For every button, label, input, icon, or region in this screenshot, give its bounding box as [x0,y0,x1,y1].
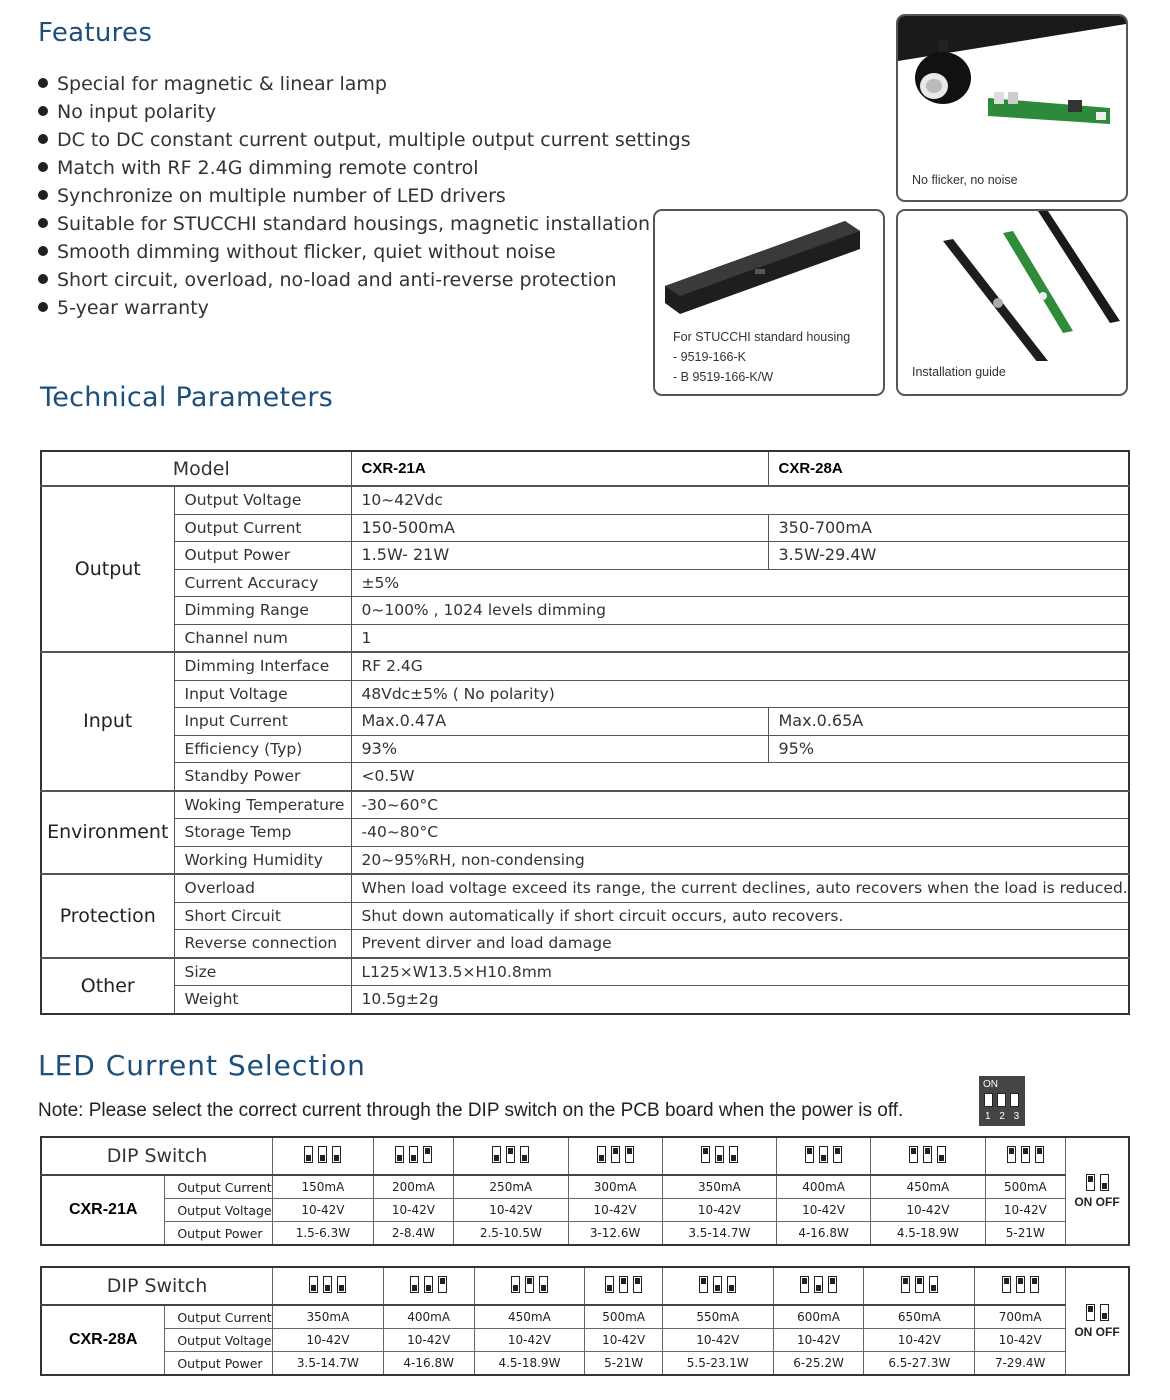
dip-switch-icon [1007,1146,1044,1163]
dip-value-cell: 10-42V [777,1199,871,1222]
dip-toggle-icon [805,1146,814,1163]
param-value-b: 350-700mA [768,514,1129,542]
photo-caption: Installation guide [912,365,1006,379]
dip-value-cell: 10-42V [975,1329,1066,1352]
dip-value-cell: 200mA [373,1175,453,1199]
param-value-b: 3.5W-29.4W [768,542,1129,570]
feature-item: Suitable for STUCCHI standard housings, magnetic installation [38,210,691,238]
dip-toggle-icon [1030,1276,1039,1293]
dip-switch-label: DIP Switch [41,1137,273,1175]
dip-switch-icon [605,1276,642,1293]
dip-value-cell: 400mA [777,1175,871,1199]
dip-toggle-icon [901,1276,910,1293]
dip-toggle-icon [701,1146,710,1163]
dip-toggle-icon [915,1276,924,1293]
dip-toggle-icon [633,1276,642,1293]
legend-on-label: ON [983,1079,998,1090]
dip-switch-icon [597,1146,634,1163]
dip-value-cell: 10-42V [273,1329,384,1352]
param-label: Woking Temperature [174,791,351,819]
feature-item: DC to DC constant current output, multiple output current settings [38,126,691,154]
dip-toggle-icon [337,1276,346,1293]
param-value-a: 93% [351,735,768,763]
param-value: -40~80°C [351,819,1129,847]
param-label: Efficiency (Typ) [174,735,351,763]
param-value: 20~95%RH, non-condensing [351,846,1129,874]
bullet-icon [38,302,48,312]
dip-switch-icon [395,1146,432,1163]
dip-data-row [41,1305,1129,1329]
param-label: Output Power [174,542,351,570]
dip-toggle-icon [800,1276,809,1293]
photo-caption: - B 9519-166-K/W [673,370,774,384]
dip-toggle-icon [923,1146,932,1163]
dip-setting-cell [474,1267,585,1305]
dip-row-label: Output Power [165,1352,273,1376]
dip-value-cell: 10-42V [585,1329,663,1352]
dip-switch-icon [1002,1276,1039,1293]
bullet-icon [38,190,48,200]
table-row [41,791,1129,819]
dip-switch-label: DIP Switch [41,1267,273,1305]
dip-value-cell: 450mA [474,1305,585,1329]
dip-toggle-icon [729,1146,738,1163]
param-value: 10.5g±2g [351,986,1129,1014]
param-label: Dimming Range [174,597,351,625]
dip-setting-cell [585,1267,663,1305]
dip-toggle-icon [597,1146,606,1163]
dip-toggle-icon [909,1146,918,1163]
param-label: Storage Temp [174,819,351,847]
dip-value-cell: 4-16.8W [383,1352,474,1376]
dip-setting-cell [273,1137,374,1175]
table-row [41,819,1129,847]
param-value: 10~42Vdc [351,486,1129,514]
param-label: Size [174,958,351,986]
dip-value-cell: 3.5-14.7W [273,1352,384,1376]
dip-value-cell: 5.5-23.1W [662,1352,773,1376]
dip-value-cell: 4.5-18.9W [474,1352,585,1376]
dip-value-cell: 2.5-10.5W [454,1222,569,1246]
dip-setting-cell [568,1137,662,1175]
dip-value-cell: 250mA [454,1175,569,1199]
dip-value-cell: 4-16.8W [777,1222,871,1246]
dip-switch-icon [701,1146,738,1163]
on-off-legend [1066,1137,1130,1245]
bullet-icon [38,218,48,228]
dip-model-label: CXR-28A [41,1305,165,1375]
feature-item: Short circuit, overload, no-load and anti-reverse protection [38,266,691,294]
dip-setting-cell [662,1267,773,1305]
dip-toggle-icon [1086,1174,1095,1191]
dip-data-row [41,1352,1129,1376]
dip-value-cell: 150mA [273,1175,374,1199]
dip-switch-icon [909,1146,946,1163]
table-header-row [41,451,1129,486]
dip-setting-cell [773,1267,864,1305]
dip-value-cell: 10-42V [871,1199,986,1222]
param-value: ±5% [351,569,1129,597]
table-row [41,680,1129,708]
table-row [41,763,1129,791]
photo-caption: No flicker, no noise [912,173,1018,187]
dip-value-cell: 10-42V [273,1199,374,1222]
dip-value-cell: 300mA [568,1175,662,1199]
dip-toggle-icon [423,1146,432,1163]
dip-switch-icon [492,1146,529,1163]
dip-switch-legend-icon [979,1076,1025,1126]
table-row [41,958,1129,986]
param-label: Output Voltage [174,486,351,514]
param-label: Current Accuracy [174,569,351,597]
photo-caption: For STUCCHI standard housing [673,330,851,344]
legend-switch-2 [997,1093,1006,1107]
param-value: Shut down automatically if short circuit occurs, auto recovers. [351,902,1129,930]
param-value: RF 2.4G [351,652,1129,680]
dip-value-cell: 10-42V [568,1199,662,1222]
dip-setting-cell [273,1267,384,1305]
legend-switch-1 [984,1093,993,1107]
dip-toggle-icon [525,1276,534,1293]
dip-value-cell: 3.5-14.7W [662,1222,777,1246]
product-photo-installation [896,209,1128,396]
bullet-icon [38,246,48,256]
table-row [41,569,1129,597]
feature-item: No input polarity [38,98,691,126]
dip-toggle-icon [929,1276,938,1293]
bullet-icon [38,274,48,284]
dip-value-cell: 3-12.6W [568,1222,662,1246]
dip-setting-cell [662,1137,777,1175]
param-label: Dimming Interface [174,652,351,680]
dip-value-cell: 350mA [662,1175,777,1199]
dip-data-row [41,1175,1129,1199]
dip-setting-cell [373,1137,453,1175]
legend-switch-numbers: 1 2 3 [985,1111,1023,1122]
dip-toggle-icon [492,1146,501,1163]
features-heading: Features [38,18,153,48]
dip-toggle-icon [1002,1276,1011,1293]
param-value-a: 150-500mA [351,514,768,542]
dip-setting-cell [985,1137,1065,1175]
dip-toggle-icon [833,1146,842,1163]
table-row [41,597,1129,625]
dip-value-cell: 10-42V [773,1329,864,1352]
dip-toggle-icon [715,1146,724,1163]
dip-setting-cell [871,1137,986,1175]
dip-toggle-icon [1016,1276,1025,1293]
dip-value-cell: 350mA [273,1305,384,1329]
dip-note: Note: Please select the correct current through the DIP switch on the PCB board when the power is off. [38,1100,904,1121]
dip-switch-icon [901,1276,938,1293]
table-row [41,874,1129,902]
dip-toggle-icon [539,1276,548,1293]
dip-toggle-icon [814,1276,823,1293]
dip-toggle-icon [304,1146,313,1163]
dip-data-row [41,1222,1129,1246]
table-row [41,930,1129,958]
model-header: Model [41,451,351,486]
dip-value-cell: 600mA [773,1305,864,1329]
features-list [38,70,691,322]
dip-value-cell: 700mA [975,1305,1066,1329]
dip-toggle-icon [318,1146,327,1163]
group-environment: Environment [41,791,174,875]
feature-item: Match with RF 2.4G dimming remote control [38,154,691,182]
dip-setting-cell [383,1267,474,1305]
bullet-icon [38,78,48,88]
dip-data-row [41,1199,1129,1222]
product-photo-spotlight [896,14,1128,202]
dip-value-cell: 10-42V [383,1329,474,1352]
param-value-a: Max.0.47A [351,708,768,736]
param-label: Overload [174,874,351,902]
param-value: Prevent dirver and load damage [351,930,1129,958]
bullet-icon [38,106,48,116]
param-label: Input Current [174,708,351,736]
dip-value-cell: 1.5-6.3W [273,1222,374,1246]
dip-switch-icon [805,1146,842,1163]
dip-toggle-icon [819,1146,828,1163]
param-value: L125×W13.5×H10.8mm [351,958,1129,986]
dip-value-cell: 10-42V [864,1329,975,1352]
dip-row-label: Output Current [165,1175,273,1199]
legend-switch-3 [1010,1093,1019,1107]
dip-switch-icon [800,1276,837,1293]
dip-value-cell: 7-29.4W [975,1352,1066,1376]
dip-toggle-icon [438,1276,447,1293]
dip-toggle-icon [937,1146,946,1163]
dip-table-cxr21a [40,1136,1130,1246]
dip-toggle-icon [1086,1304,1095,1321]
group-other: Other [41,958,174,1014]
dip-value-cell: 10-42V [985,1199,1065,1222]
dip-value-cell: 4.5-18.9W [871,1222,986,1246]
dip-toggle-icon [511,1276,520,1293]
housing-image [655,211,883,326]
dip-value-cell: 5-21W [585,1352,663,1376]
dip-setting-cell [454,1137,569,1175]
on-off-switch-icon [1086,1304,1109,1321]
dip-value-cell: 10-42V [474,1329,585,1352]
dip-row-label: Output Voltage [165,1329,273,1352]
bullet-icon [38,162,48,172]
dip-value-cell: 6-25.2W [773,1352,864,1376]
param-value: 0~100% , 1024 levels dimming [351,597,1129,625]
dip-toggle-icon [520,1146,529,1163]
dip-toggle-icon [619,1276,628,1293]
dip-table-cxr28a [40,1266,1130,1376]
feature-item: Smooth dimming without flicker, quiet without noise [38,238,691,266]
table-row [41,708,1129,736]
dip-value-cell: 550mA [662,1305,773,1329]
param-value: <0.5W [351,763,1129,791]
model-b-header: CXR-28A [768,451,1129,486]
bullet-icon [38,134,48,144]
group-input: Input [41,652,174,791]
param-value: 1 [351,624,1129,652]
led-current-selection-heading: LED Current Selection [38,1049,366,1082]
product-photo-housing [653,209,885,396]
dip-value-cell: 500mA [585,1305,663,1329]
dip-toggle-icon [1007,1146,1016,1163]
table-row [41,542,1129,570]
dip-value-cell: 2-8.4W [373,1222,453,1246]
dip-value-cell: 650mA [864,1305,975,1329]
installation-image [898,211,1126,361]
param-value: 48Vdc±5% ( No polarity) [351,680,1129,708]
param-label: Standby Power [174,763,351,791]
dip-toggle-icon [699,1276,708,1293]
dip-header-row [41,1137,1129,1175]
dip-toggle-icon [1035,1146,1044,1163]
table-row [41,735,1129,763]
dip-toggle-icon [332,1146,341,1163]
param-value-a: 1.5W- 21W [351,542,768,570]
dip-row-label: Output Voltage [165,1199,273,1222]
dip-switch-icon [511,1276,548,1293]
photo-caption: - 9519-166-K [673,350,746,364]
dip-toggle-icon [409,1146,418,1163]
dip-header-row [41,1267,1129,1305]
technical-parameters-table [40,450,1130,1015]
table-row [41,624,1129,652]
technical-parameters-heading: Technical Parameters [40,382,334,413]
param-value-b: 95% [768,735,1129,763]
dip-value-cell: 10-42V [454,1199,569,1222]
dip-row-label: Output Current [165,1305,273,1329]
dip-toggle-icon [1100,1304,1109,1321]
dip-toggle-icon [828,1276,837,1293]
dip-toggle-icon [727,1276,736,1293]
dip-value-cell: 500mA [985,1175,1065,1199]
table-row [41,514,1129,542]
param-label: Short Circuit [174,902,351,930]
dip-value-cell: 10-42V [662,1329,773,1352]
dip-value-cell: 10-42V [662,1199,777,1222]
param-value: When load voltage exceed its range, the current declines, auto recovers when the load is reduced. [351,874,1129,902]
dip-toggle-icon [625,1146,634,1163]
dip-toggle-icon [1100,1174,1109,1191]
table-row [41,902,1129,930]
dip-value-cell: 5-21W [985,1222,1065,1246]
group-output: Output [41,486,174,652]
spotlight-driver-image [898,16,1126,176]
on-off-switch-icon [1086,1174,1109,1191]
dip-switch-icon [309,1276,346,1293]
dip-switch-icon [699,1276,736,1293]
table-row [41,652,1129,680]
feature-item: 5-year warranty [38,294,691,322]
on-off-label: ON OFF [1074,1194,1120,1209]
param-label: Channel num [174,624,351,652]
param-label: Output Current [174,514,351,542]
dip-toggle-icon [713,1276,722,1293]
param-value: -30~60°C [351,791,1129,819]
param-label: Input Voltage [174,680,351,708]
dip-row-label: Output Power [165,1222,273,1246]
table-row [41,986,1129,1014]
dip-value-cell: 6.5-27.3W [864,1352,975,1376]
table-row [41,486,1129,514]
dip-model-label: CXR-21A [41,1175,165,1245]
param-label: Reverse connection [174,930,351,958]
dip-setting-cell [777,1137,871,1175]
param-label: Weight [174,986,351,1014]
table-row [41,846,1129,874]
dip-toggle-icon [506,1146,515,1163]
dip-toggle-icon [1021,1146,1030,1163]
dip-data-row [41,1329,1129,1352]
dip-value-cell: 450mA [871,1175,986,1199]
param-value-b: Max.0.65A [768,708,1129,736]
dip-switch-icon [304,1146,341,1163]
dip-toggle-icon [424,1276,433,1293]
dip-toggle-icon [395,1146,404,1163]
dip-toggle-icon [611,1146,620,1163]
dip-value-cell: 10-42V [373,1199,453,1222]
dip-toggle-icon [323,1276,332,1293]
param-label: Working Humidity [174,846,351,874]
dip-toggle-icon [605,1276,614,1293]
on-off-label: ON OFF [1074,1324,1120,1339]
dip-setting-cell [975,1267,1066,1305]
dip-setting-cell [864,1267,975,1305]
group-protection: Protection [41,874,174,958]
model-a-header: CXR-21A [351,451,768,486]
dip-toggle-icon [309,1276,318,1293]
dip-toggle-icon [410,1276,419,1293]
feature-item: Special for magnetic & linear lamp [38,70,691,98]
dip-switch-icon [410,1276,447,1293]
dip-value-cell: 400mA [383,1305,474,1329]
feature-item: Synchronize on multiple number of LED drivers [38,182,691,210]
on-off-legend [1066,1267,1130,1375]
